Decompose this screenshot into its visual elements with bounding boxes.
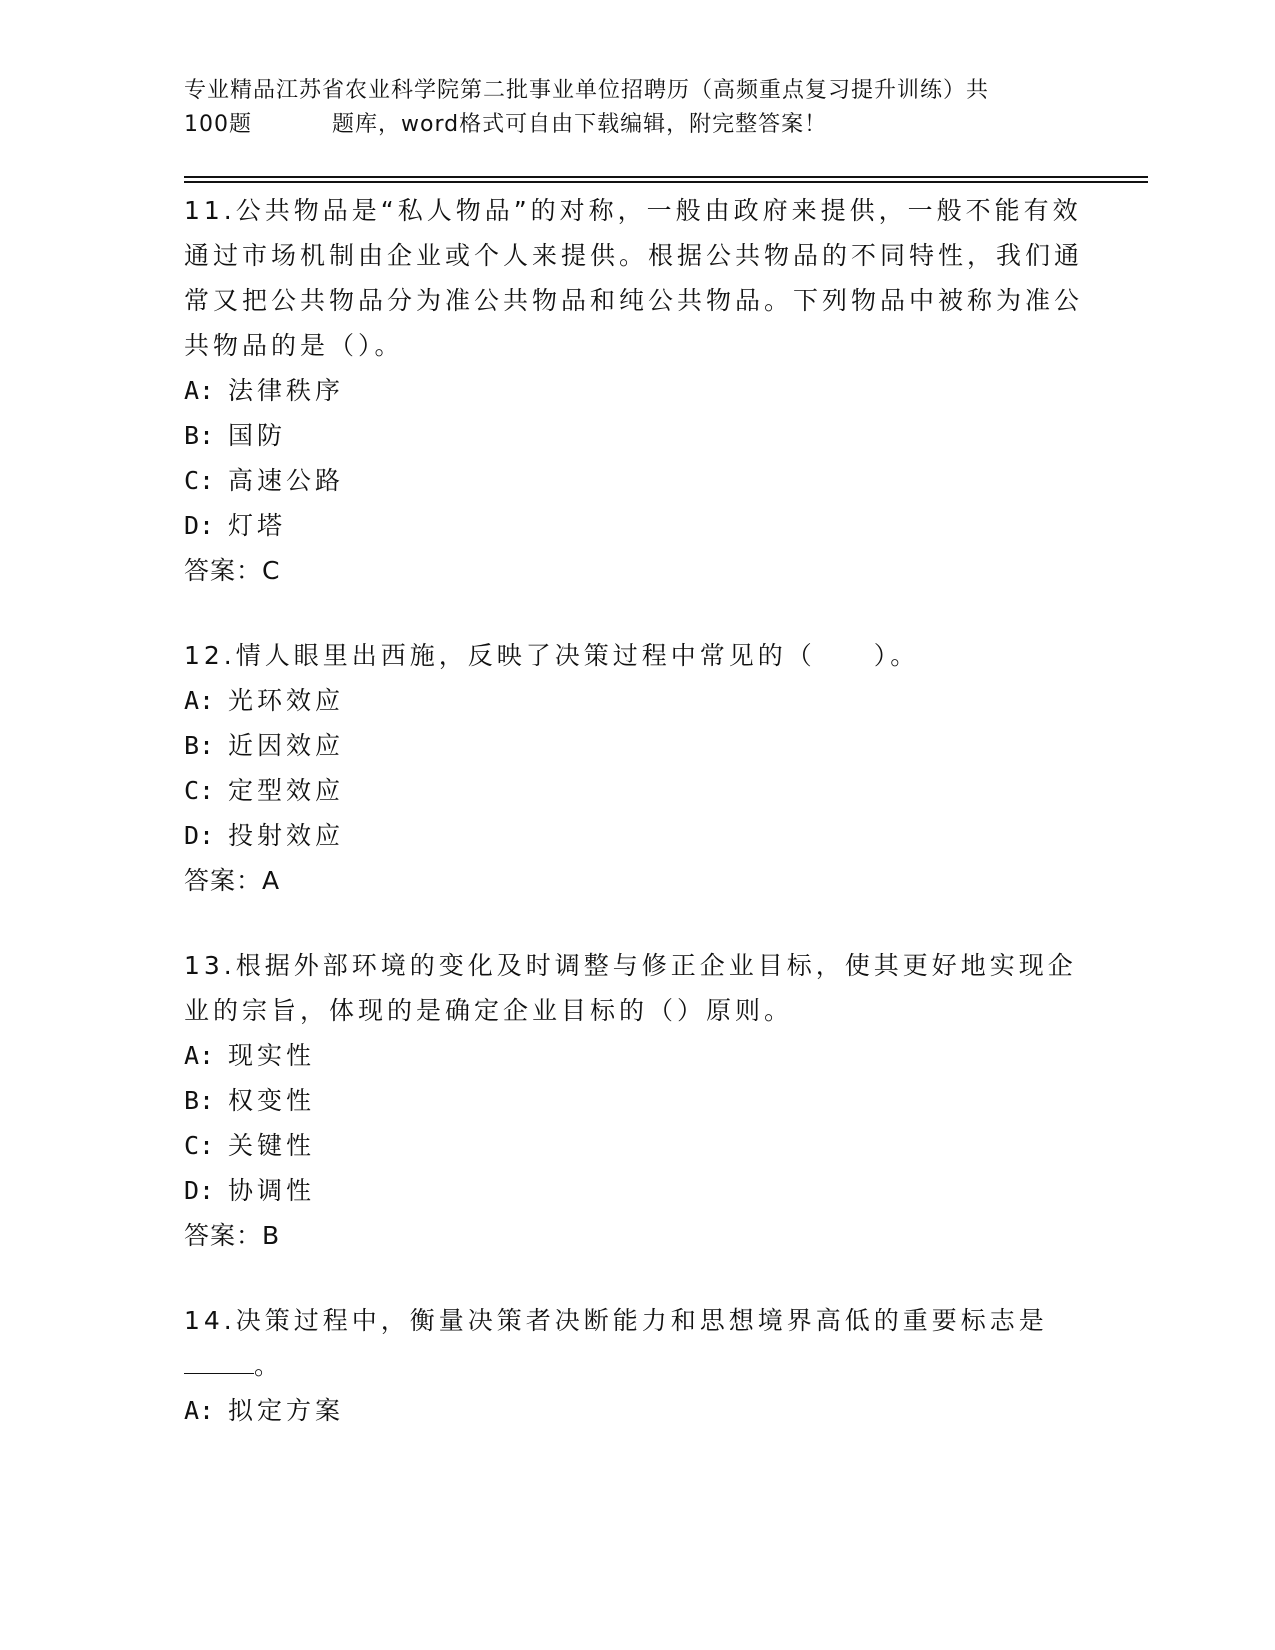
question-stem: 12.情人眼里出西施，反映了决策过程中常见的（ ）。: [184, 641, 920, 670]
header-description: 题库，word格式可自由下载编辑，附完整答案！: [332, 112, 828, 137]
option-text: 灯塔: [228, 511, 287, 540]
stem-tail: 。: [254, 1351, 284, 1380]
header-rule-bottom: [184, 181, 1148, 183]
option-d: [184, 813, 1084, 858]
option-letter: D:: [184, 511, 215, 540]
option-c: [184, 768, 1084, 813]
option-a: [184, 368, 1084, 413]
option-text: 现实性: [228, 1041, 316, 1070]
option-c: [184, 458, 1084, 503]
option-text: 光环效应: [228, 686, 345, 715]
answer-line: 答案：B: [184, 1221, 281, 1250]
option-d: [184, 1168, 1084, 1213]
option-letter: A:: [184, 1396, 215, 1425]
header-rule-top: [184, 176, 1148, 178]
option-text: 定型效应: [228, 776, 345, 805]
option-letter: B:: [184, 731, 215, 760]
option-c: [184, 1123, 1084, 1168]
header-line-1: 专业精品江苏省农业科学院第二批事业单位招聘历（高频重点复习提升训练）共: [184, 78, 990, 103]
question-stem: 13.根据外部环境的变化及时调整与修正企业目标，使其更好地实现企业的宗旨，体现的是确定企业目标的（）原则。: [184, 951, 1077, 1025]
option-letter: C:: [184, 1131, 215, 1160]
document-header: [184, 74, 1064, 142]
option-b: [184, 1078, 1084, 1123]
question-14: [184, 1298, 1084, 1433]
option-letter: C:: [184, 776, 215, 805]
header-count: 100题: [184, 112, 252, 137]
question-stem: 14.决策过程中，衡量决策者决断能力和思想境界高低的重要标志是: [184, 1306, 1048, 1335]
option-letter: A:: [184, 686, 215, 715]
answer-blank: [184, 1353, 254, 1374]
option-d: [184, 503, 1084, 548]
option-text: 协调性: [228, 1176, 316, 1205]
question-stem-blank: [184, 1343, 1084, 1388]
option-a: [184, 1388, 1084, 1433]
header-line-2: [184, 108, 1064, 142]
answer-line: 答案：A: [184, 866, 281, 895]
option-text: 关键性: [228, 1131, 316, 1160]
option-text: 高速公路: [228, 466, 345, 495]
option-text: 投射效应: [228, 821, 345, 850]
option-letter: D:: [184, 821, 215, 850]
option-letter: C:: [184, 466, 215, 495]
option-letter: A:: [184, 376, 215, 405]
option-a: [184, 678, 1084, 723]
option-text: 拟定方案: [228, 1396, 345, 1425]
option-text: 权变性: [228, 1086, 316, 1115]
option-text: 近因效应: [228, 731, 345, 760]
option-letter: D:: [184, 1176, 215, 1205]
option-letter: B:: [184, 1086, 215, 1115]
option-text: 国防: [228, 421, 287, 450]
question-stem: 11.公共物品是“私人物品”的对称，一般由政府来提供，一般不能有效通过市场机制由企业或个人来提供。根据公共物品的不同特性，我们通常又把公共物品分为准公共物品和纯公共物品。下列物品中被称为准公共物品的是（）。: [184, 196, 1084, 360]
question-list: [184, 188, 1084, 1433]
answer-line: 答案：C: [184, 556, 281, 585]
question-12: [184, 633, 1084, 903]
option-letter: B:: [184, 421, 215, 450]
option-text: 法律秩序: [228, 376, 345, 405]
question-13: [184, 943, 1084, 1258]
option-letter: A:: [184, 1041, 215, 1070]
question-11: [184, 188, 1084, 593]
option-b: [184, 413, 1084, 458]
option-a: [184, 1033, 1084, 1078]
option-b: [184, 723, 1084, 768]
